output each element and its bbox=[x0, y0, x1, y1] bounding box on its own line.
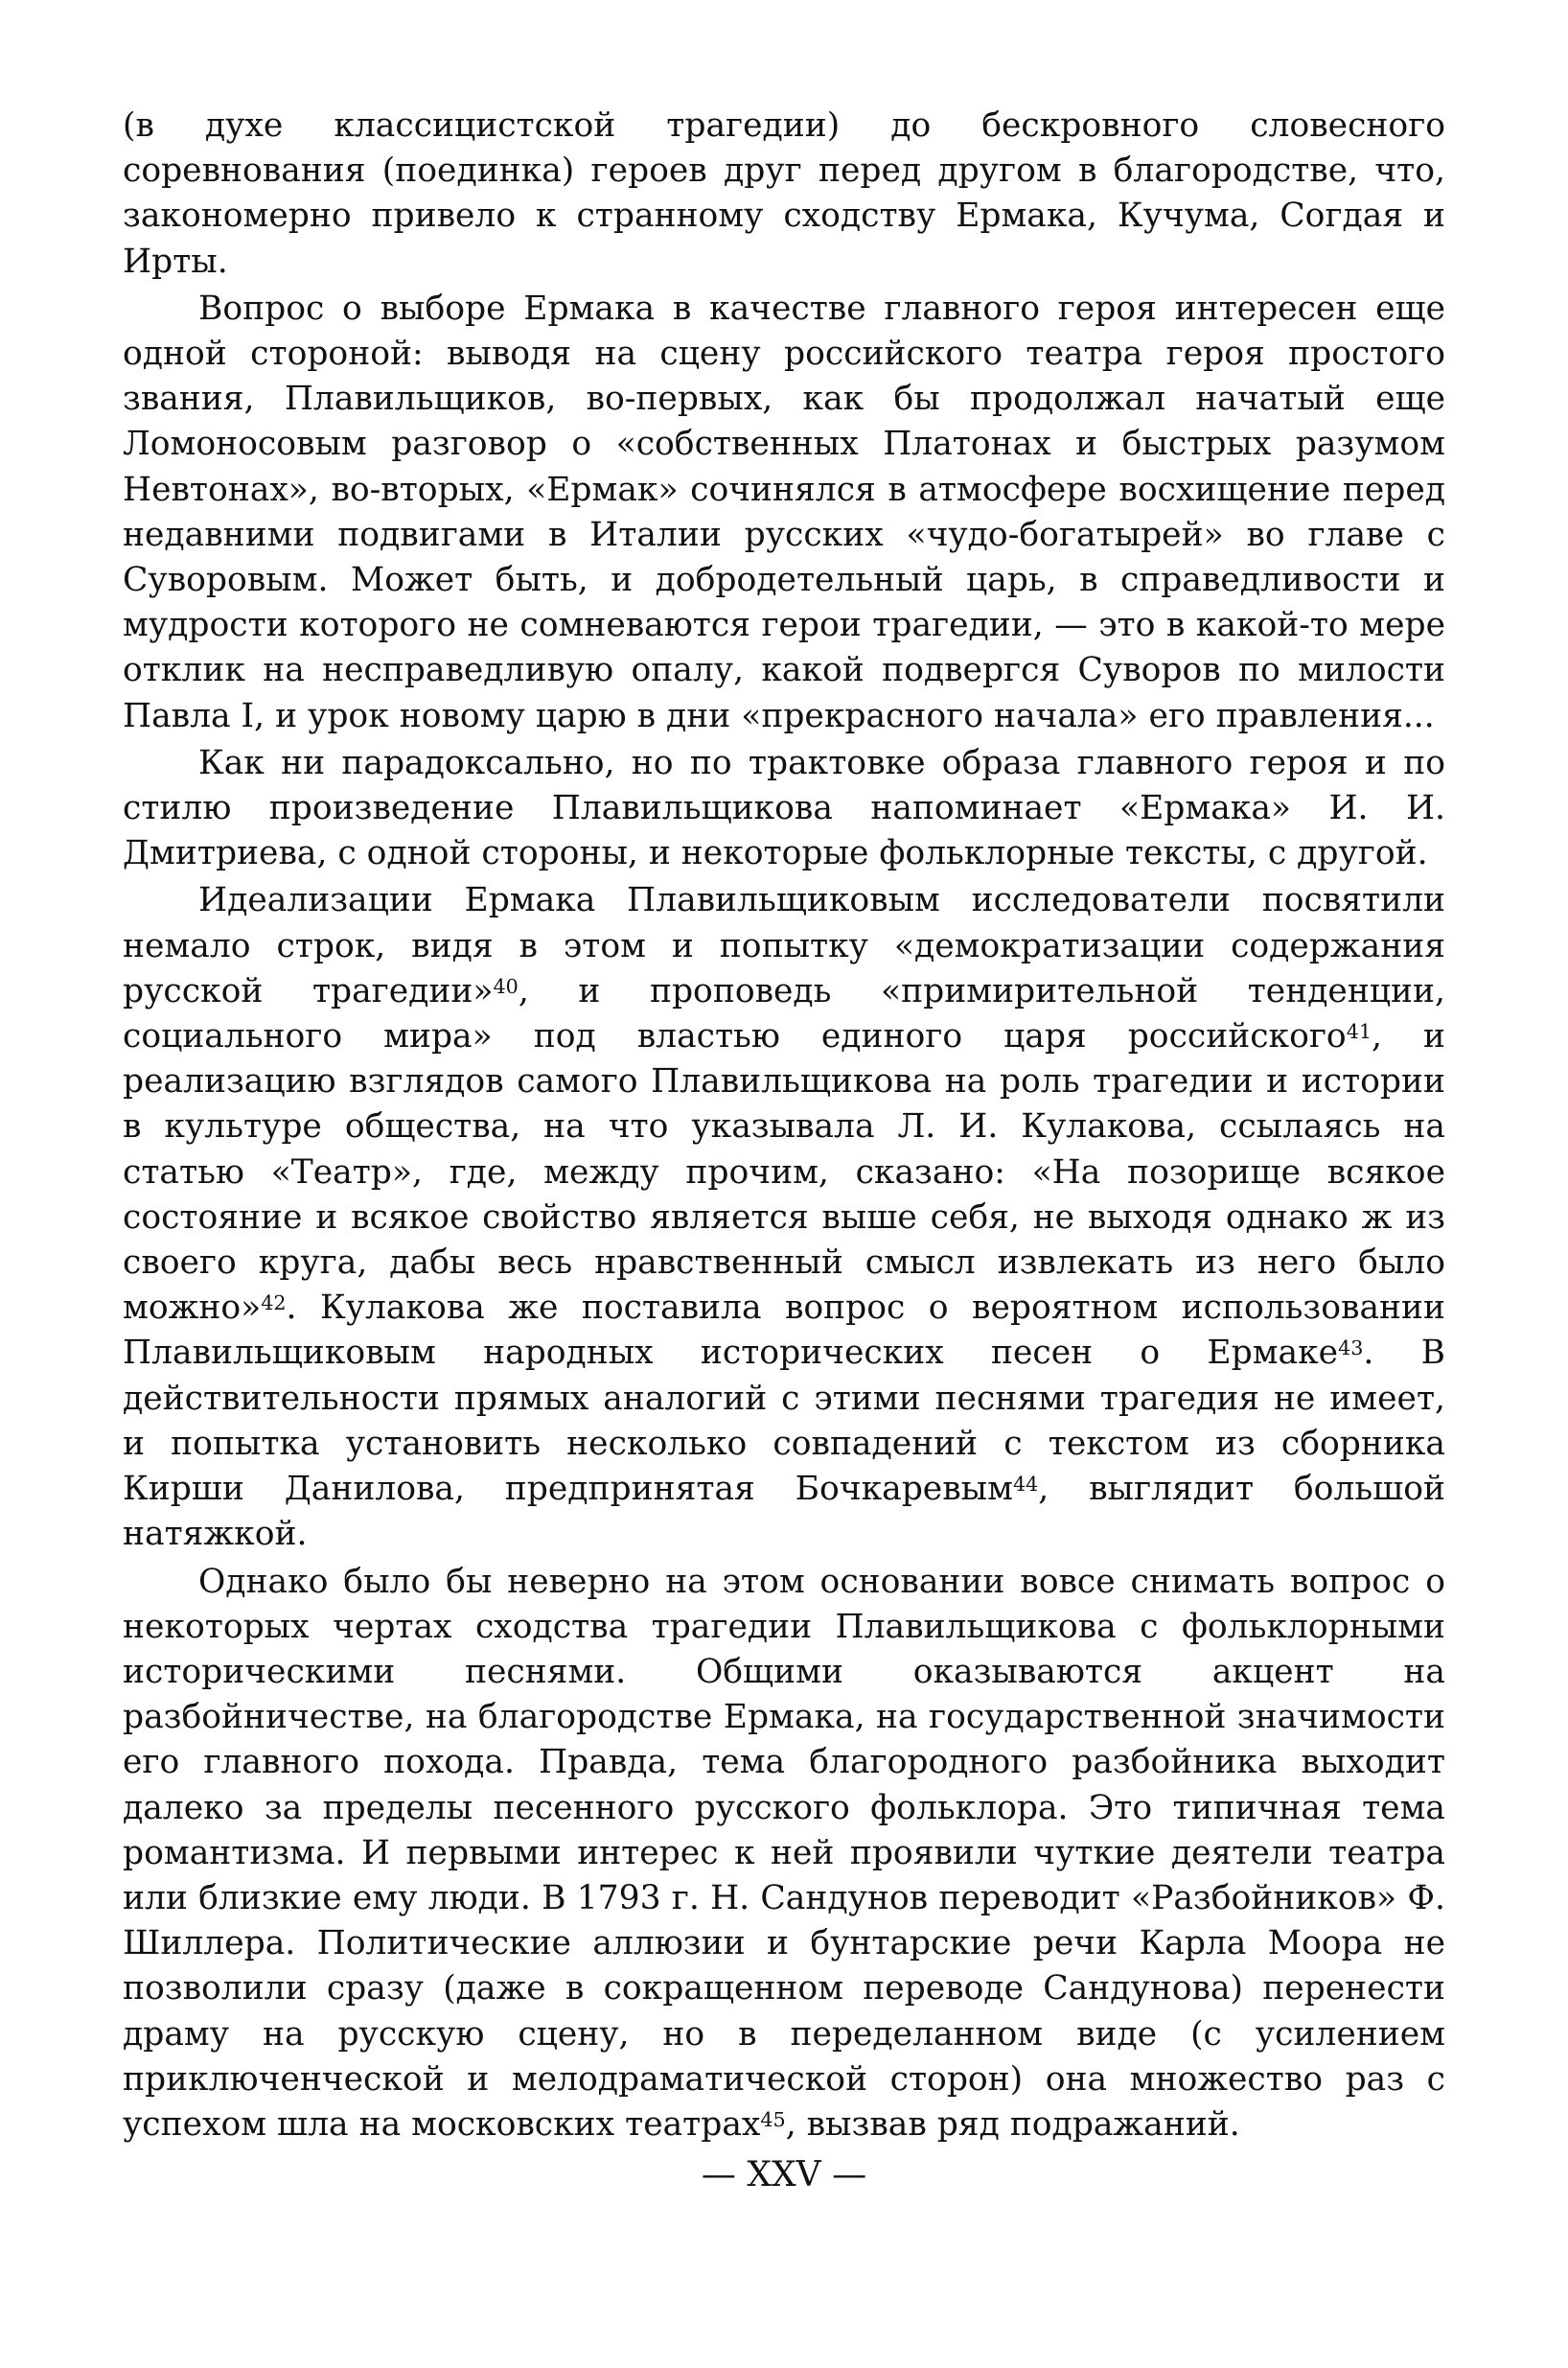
footnote-marker: 41 bbox=[1346, 1019, 1372, 1043]
paragraph-text: . В действительности прямых аналогий с этими песнями трагедия не имеет, и попытка установить несколько совпадений с текстом из сборника Кирши Данилова, предпринятая Бочкаревым bbox=[123, 1334, 1445, 1509]
footnote-marker: 45 bbox=[760, 2107, 786, 2131]
paragraph bbox=[123, 287, 1445, 739]
page-body bbox=[123, 104, 1445, 2147]
paragraph-text: Идеализации Ермака Плавильщиковым исследователи посвятили немало строк, видя в этом и попытку «демократизации содержания русской трагедии» bbox=[123, 881, 1445, 1010]
footnote-marker: 42 bbox=[261, 1290, 287, 1314]
page-number: — XXV — bbox=[701, 2155, 867, 2194]
paragraph bbox=[123, 741, 1445, 877]
paragraph-text: , выглядит большой натяжкой. bbox=[123, 1470, 1445, 1554]
paragraph-text: , вызвав ряд подражаний. bbox=[785, 2104, 1240, 2144]
footnote-marker: 40 bbox=[493, 974, 519, 998]
footnote-marker: 44 bbox=[1012, 1472, 1039, 1496]
paragraph bbox=[123, 1560, 1445, 2148]
paragraph bbox=[123, 104, 1445, 285]
paragraph-text: Как ни парадоксально, но по трактовке образа главного героя и по стилю произведение Плавильщикова напоминает «Ермака» И. И. Дмитриева, с одной стороны, и некоторые фольклорные тексты, с другой. bbox=[123, 743, 1445, 873]
paragraph-text: , и реализацию взглядов самого Плавильщикова на роль трагедии и истории в культуре общества, на что указывала Л. И. Кулакова, ссылаясь на статью «Театр», где, между прочим, сказано: «На позорище всякое состояние и всякое свойство является выше себя, не выходя однако ж из своего круга, дабы весь нравственный смысл извлекать из него было можно» bbox=[123, 1017, 1446, 1328]
paragraph bbox=[123, 878, 1445, 1557]
paragraph-text: , и проповедь «примирительной тенденции, социального мира» под властью единого царя российского bbox=[123, 971, 1445, 1056]
footnote-marker: 43 bbox=[1338, 1336, 1364, 1360]
paragraph-text: Вопрос о выборе Ермака в качестве главного героя интересен еще одной стороной: выводя на сцену российского театра героя простого звания, Плавильщиков, во-первых, как бы продолжал начатый еще Ломоносовым разговор о «собственных Платонах и быстрых разумом Невтонах», во-вторых, «Ермак» сочинялся в атмосфере восхищение перед недавними подвигами в Италии русских «чудо-богатырей» во главе с Суворовым. Может быть, и добродетельный царь, в справедливости и мудрости которого не сомневаются герои трагедии, — это в какой-то мере отклик на несправедливую опалу, какой подвергся Суворов по милости Павла I, и урок новому царю в дни «прекрасного начала» его правления... bbox=[123, 289, 1445, 735]
paragraph-text: Однако было бы неверно на этом основании вовсе снимать вопрос о некоторых чертах сходства трагедии Плавильщикова с фольклорными историческими песнями. Общими оказываются акцент на разбойничестве, на благородстве Ермака, на государственной значимости его главного похода. Правда, тема благородного разбойника выходит далеко за пределы песенного русского фольклора. Это типичная тема романтизма. И первыми интерес к ней проявили чуткие деятели театра или близкие ему люди. В 1793 г. Н. Сандунов переводит «Разбойников» Ф. Шиллера. Политические аллюзии и бунтарские речи Карла Моора не позволили сразу (даже в сокращенном переводе Сандунова) перенести драму на русскую сцену, но в переделанном виде (с усилением приключенческой и мелодраматической сторон) она множество раз с успехом шла на московских театрах bbox=[123, 1562, 1445, 2144]
paragraph-text: . Кулакова же поставила вопрос о вероятном использовании Плавильщиковым народных исторических песен о Ермаке bbox=[123, 1288, 1445, 1373]
body-text bbox=[123, 104, 1445, 2147]
paragraph-text: (в духе классицистской трагедии) до бескровного словесного соревнования (поединка) героев друг перед другом в благородстве, что, закономерно привело к странному сходству Ермака, Кучума, Согдая и Ирты. bbox=[123, 106, 1445, 281]
